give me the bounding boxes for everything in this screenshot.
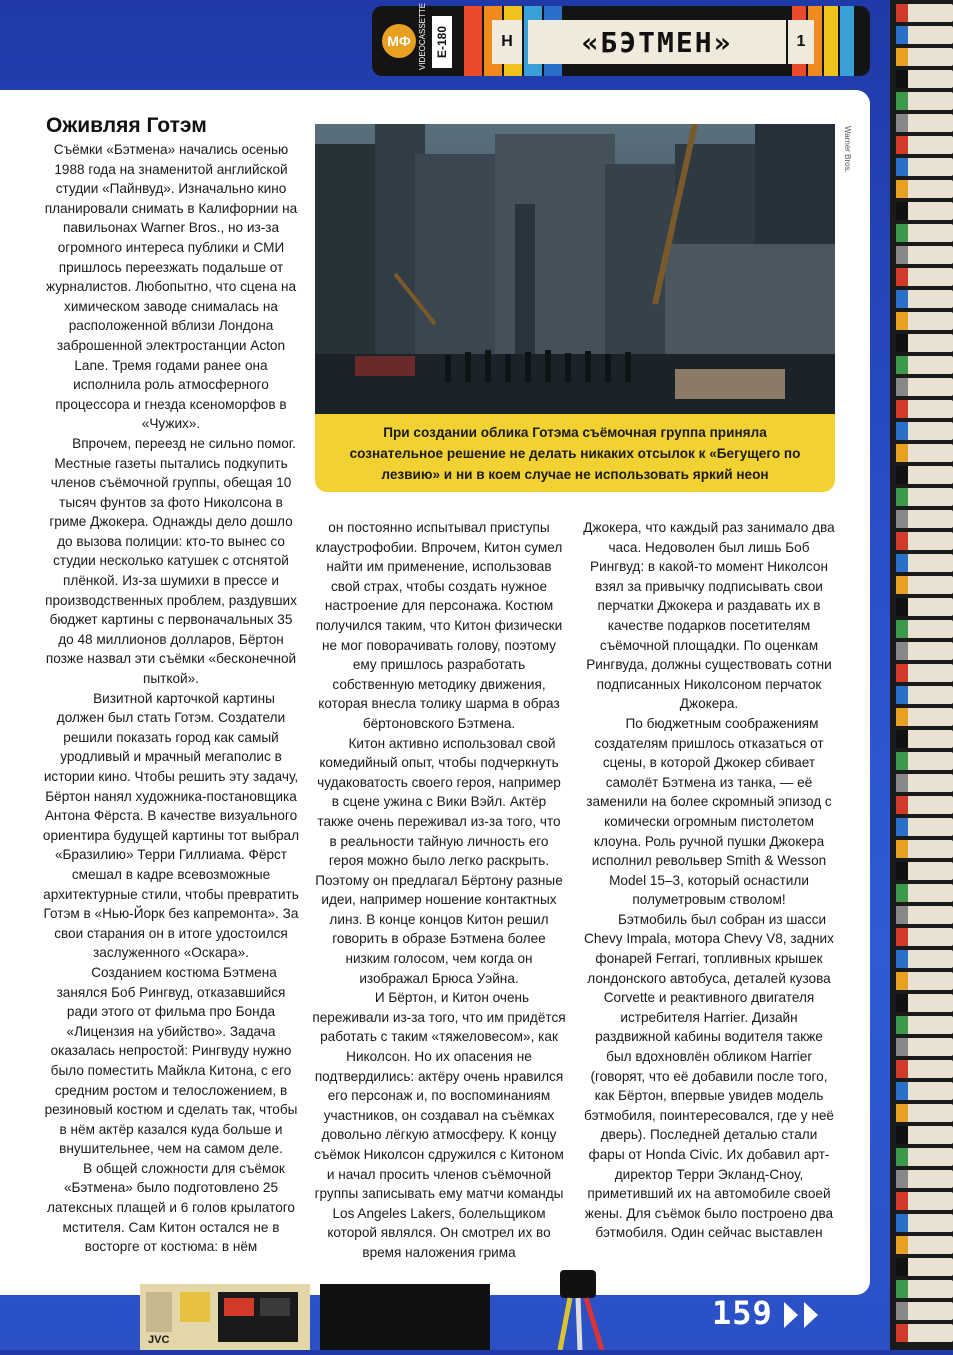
vhs-spine-band bbox=[896, 1214, 908, 1232]
vhs-spine bbox=[896, 1214, 953, 1232]
vhs-spine bbox=[896, 840, 953, 858]
vhs-spine bbox=[896, 114, 953, 132]
vhs-spine bbox=[896, 1192, 953, 1210]
vhs-spine bbox=[896, 444, 953, 462]
vcr-decoration bbox=[140, 1280, 490, 1350]
vhs-spine bbox=[896, 620, 953, 638]
text-column-3 bbox=[582, 518, 836, 1243]
vhs-spine bbox=[896, 598, 953, 616]
vhs-spine-band bbox=[896, 972, 908, 990]
vhs-spine-band bbox=[896, 642, 908, 660]
vhs-spine bbox=[896, 884, 953, 902]
paragraph: он постоянно испытывал приступы клаустрофобии. Впрочем, Китон сумел найти им применение, использовав свой страх, чтобы создать нужное настроение для персонажа. Костюм получился таким, что Китон физически не мог поворачивать голову, поэтому ему пришлось разработать собственную методику движения, которая внесла толику шарма в образ бёртоновского Бэтмена. bbox=[315, 520, 563, 731]
vhs-spine-band bbox=[896, 4, 908, 22]
paragraph: По бюджетным соображениям создателям пришлось отказаться от сцены, в которой Джокер сбивает самолёт Бэтмена из танка, — её заменили на более скромный эпизод с комически огромным пистолетом клоуна. Роль ручной пушки Джокера исполнил револьвер Smith & Wesson Model 15–3, который оснастили полуметровым стволом! bbox=[586, 715, 832, 908]
vhs-spine-band bbox=[896, 1126, 908, 1144]
vhs-spine-band bbox=[896, 1148, 908, 1166]
vhs-spine bbox=[896, 1126, 953, 1144]
color-stripe bbox=[840, 6, 854, 76]
gotham-film-still bbox=[315, 124, 835, 414]
vhs-spine-band bbox=[896, 620, 908, 638]
vhs-spine-band bbox=[896, 48, 908, 66]
vhs-spine bbox=[896, 1082, 953, 1100]
vhs-spine-band bbox=[896, 334, 908, 352]
videocassette-label: VIDEOCASSETTE bbox=[418, 2, 427, 70]
vhs-spine-band bbox=[896, 378, 908, 396]
vcr-icon bbox=[140, 1280, 490, 1350]
gotham-city-image bbox=[315, 124, 835, 414]
vhs-spine-band bbox=[896, 290, 908, 308]
vhs-spine-band bbox=[896, 1170, 908, 1188]
text-column-2 bbox=[312, 518, 566, 1263]
vhs-spine-band bbox=[896, 862, 908, 880]
vhs-spine bbox=[896, 224, 953, 242]
vhs-spine-band bbox=[896, 246, 908, 264]
vhs-spine bbox=[896, 334, 953, 352]
vhs-spine-band bbox=[896, 1060, 908, 1078]
paragraph: И Бёртон, и Китон очень переживали из-за того, что им придётся работать с таким «тяжеловесом», как Николсон. Но их опасения не подтвердились: актёру очень нравился его персонаж и, по воспоминаниям участников, он создавал на съёмках довольно лёгкую атмосферу. К концу съёмок Николсон сдружился с Китоном и начал просить членов съёмочной группы записывать ему матчи команды Los Angeles Lakers, болельщиком которой являлся. Он смотрел их во время наложения грима bbox=[312, 990, 566, 1260]
vhs-spine-band bbox=[896, 708, 908, 726]
vhs-spine-band bbox=[896, 532, 908, 550]
vhs-spine-band bbox=[896, 268, 908, 286]
vhs-spine bbox=[896, 708, 953, 726]
vhs-spine bbox=[896, 862, 953, 880]
vhs-spine-band bbox=[896, 92, 908, 110]
vhs-spine-band bbox=[896, 70, 908, 88]
vhs-spine bbox=[896, 664, 953, 682]
vhs-spine bbox=[896, 972, 953, 990]
vhs-spine-band bbox=[896, 774, 908, 792]
vhs-spine-band bbox=[896, 554, 908, 572]
vhs-spine bbox=[896, 202, 953, 220]
tape-title: «БЭТМЕН» bbox=[528, 20, 786, 64]
vhs-spine bbox=[896, 906, 953, 924]
vhs-spine-band bbox=[896, 114, 908, 132]
vhs-spine-band bbox=[896, 26, 908, 44]
vhs-spine-band bbox=[896, 664, 908, 682]
vhs-spine-band bbox=[896, 796, 908, 814]
paragraph: Китон активно использовал свой комедийный опыт, чтобы подчеркнуть чудаковатость своего героя, например в сцене ужина с Вики Вэйл. Актёр также очень переживал из-за того, что в реальности тайную личность его героя можно было легко раскрыть. Поэтому он предлагал Бёртону разные идеи, например ношение контактных линз. В конце концов Китон решил говорить в образе Бэтмена более низким голосом, чем когда он изображал Брюса Уэйна. bbox=[315, 735, 563, 986]
vhs-spine bbox=[896, 686, 953, 704]
vhs-spine-band bbox=[896, 884, 908, 902]
vhs-spine bbox=[896, 92, 953, 110]
vhs-spine bbox=[896, 378, 953, 396]
vhs-spine-band bbox=[896, 510, 908, 528]
paragraph: Джокера, что каждый раз занимало два часа. Недоволен был лишь Боб Рингвуд: в какой-то момент Николсон взял за привычку подписывать свои перчатки Джокера и раздавать их в качестве подарков посетителям съёмочной площадки. По оценкам Рингвуда, должны существовать сотни подписанных Николсоном перчаток Джокера. bbox=[583, 520, 835, 712]
vhs-spine bbox=[896, 730, 953, 748]
vhs-spine bbox=[896, 510, 953, 528]
vhs-spine bbox=[896, 1302, 953, 1320]
vhs-spine bbox=[896, 1060, 953, 1078]
vhs-spine-band bbox=[896, 1258, 908, 1276]
vhs-spine-band bbox=[896, 356, 908, 374]
vhs-spine-band bbox=[896, 224, 908, 242]
tape-type-label: E-180 bbox=[432, 16, 452, 68]
tape-number: 1 bbox=[788, 20, 814, 64]
vhs-spine bbox=[896, 752, 953, 770]
paragraph: В общей сложности для съёмок «Бэтмена» было подготовлено 25 латексных плащей и 6 голов крылатого мстителя. Сам Китон остался не в восторге от костюма: в нём bbox=[47, 1160, 295, 1255]
vhs-spine-band bbox=[896, 400, 908, 418]
photo-caption bbox=[315, 414, 835, 492]
vhs-spine bbox=[896, 246, 953, 264]
vhs-spine bbox=[896, 466, 953, 484]
vhs-spine bbox=[896, 1324, 953, 1342]
photo-credit: Warner Bros. bbox=[843, 126, 852, 173]
article-heading: Оживляя Готэм bbox=[46, 114, 207, 137]
vhs-spine-band bbox=[896, 818, 908, 836]
vhs-spine bbox=[896, 774, 953, 792]
vhs-spine bbox=[896, 1104, 953, 1122]
vhs-spine bbox=[896, 642, 953, 660]
text-column-1 bbox=[42, 140, 300, 1257]
vhs-spine bbox=[896, 1236, 953, 1254]
vhs-spine-band bbox=[896, 730, 908, 748]
paragraph: Визитной карточкой картины должен был стать Готэм. Создатели решили показать город как самый уродливый и мрачный мегаполис в истории кино. Чтобы решить эту задачу, Бёртон нанял художника-постановщика Антона Фёрста. В качестве визуального ориентира будущей картины тот выбрал «Бразилию» Терри Гиллиама. Фёрст смешал в кадре всевозможные архитектурные стили, чтобы превратить Готэм в «Нью-Йорк без капремонта». За свои старания он в итоге удостоился заслуженного «Оскара». bbox=[42, 690, 300, 961]
vhs-spine bbox=[896, 26, 953, 44]
vhs-spine bbox=[896, 1258, 953, 1276]
vhs-spine bbox=[896, 356, 953, 374]
vhs-spine bbox=[896, 422, 953, 440]
vhs-spine bbox=[896, 928, 953, 946]
vhs-spine bbox=[896, 1148, 953, 1166]
paragraph: Съёмки «Бэтмена» начались осенью 1988 года на знаменитой английской студии «Пайнвуд». Изначально кино планировали снимать в Калифорнии на павильонах Warner Bros., но из-за огромного интереса публики и СМИ пришлось переезжать подальше от журналистов. Любопытно, что сцена на химическом заводе снималась на расположенной вблизи Лондона заброшенной электростанции Acton Lane. Тремя годами ранее она исполнила роль атмосферного процессора и гнезда ксеноморфов в «Чужих». bbox=[44, 142, 298, 432]
paragraph: Созданием костюма Бэтмена занялся Боб Рингвуд, отказавшийся ради этого от фильма про Бонда «Лицензия на убийство». Задача оказалась непростой: Рингвуду нужно было поместить Майкла Китона, с его средним ростом и телосложением, в резиновый костюм и сделать так, чтобы в нём актёр казался куда больше и внушительнее, чем на самом деле. bbox=[44, 964, 298, 1157]
side-label: H bbox=[492, 20, 522, 64]
paragraph: Впрочем, переезд не сильно помог. Местные газеты пытались подкупить членов съёмочной группы, обещая 10 тысяч фунтов за фото Николсона в гриме Джокера. Однажды дело дошло до вызова полиции: кто-то вынес со студии несколько катушек с отснятой плёнкой. Из-за шумихи в прессе и производственных проблем, раздувших бюджет картины с первоначальных 35 до 48 миллионов долларов, Бёртон позже назвал эти съёмки «бесконечной пыткой». bbox=[45, 435, 297, 687]
vhs-spine bbox=[896, 48, 953, 66]
vhs-spine-band bbox=[896, 950, 908, 968]
vhs-spine bbox=[896, 532, 953, 550]
vhs-spine-band bbox=[896, 906, 908, 924]
caption-text: При создании облика Готэма съёмочная группа приняла сознательное решение не делать никаких отсылок к «Бегущего по лезвию» и ни в коем случае не использовать яркий неон bbox=[349, 424, 801, 482]
vhs-spine-band bbox=[896, 576, 908, 594]
vhs-spine bbox=[896, 4, 953, 22]
vhs-spine-band bbox=[896, 598, 908, 616]
vhs-spine bbox=[896, 136, 953, 154]
cassette-header bbox=[372, 2, 870, 76]
vhs-spine-band bbox=[896, 158, 908, 176]
vhs-spine-band bbox=[896, 1280, 908, 1298]
paragraph: Бэтмобиль был собран из шасси Chevy Impala, мотора Chevy V8, задних фонарей Ferrari, топливных крышек лондонского автобуса, деталей кузова Corvette и реактивного двигателя истребителя Harrier. Дизайн раздвижной кабины водителя также был вдохновлён обликом Harrier (говорят, что её добавили после того, как Бёртон, впервые увидев модель бэтмобиля, поинтересовался, где у неё дверь). Последней деталью стали фары от Honda Civic. Их добавил арт-директор Терри Экланд-Сноу, приметивший их на автомобиле своей жены. Для съёмок было построено два бэтмобиля. Один сейчас выставлен bbox=[583, 911, 834, 1241]
vhs-spine-band bbox=[896, 994, 908, 1012]
vhs-spine-band bbox=[896, 202, 908, 220]
vhs-spine-band bbox=[896, 752, 908, 770]
vhs-spine bbox=[896, 994, 953, 1012]
scart-cable-icon bbox=[540, 1265, 620, 1350]
vhs-spine bbox=[896, 268, 953, 286]
vhs-spine bbox=[896, 290, 953, 308]
vhs-spine-band bbox=[896, 180, 908, 198]
vhs-spine-band bbox=[896, 928, 908, 946]
vhs-spine bbox=[896, 1038, 953, 1056]
vhs-spine-band bbox=[896, 1016, 908, 1034]
vhs-spine bbox=[896, 70, 953, 88]
vhs-spine-band bbox=[896, 686, 908, 704]
vhs-spine-band bbox=[896, 136, 908, 154]
vhs-spines-decoration bbox=[890, 0, 953, 1350]
vhs-spine-band bbox=[896, 1324, 908, 1342]
vhs-spine-band bbox=[896, 312, 908, 330]
vhs-spine bbox=[896, 950, 953, 968]
vhs-spine bbox=[896, 818, 953, 836]
vhs-spine-band bbox=[896, 422, 908, 440]
vhs-spine bbox=[896, 576, 953, 594]
vhs-spine-band bbox=[896, 1038, 908, 1056]
vhs-spine-band bbox=[896, 466, 908, 484]
vcr-brand-label: JVC bbox=[148, 1334, 170, 1346]
vhs-spine bbox=[896, 1016, 953, 1034]
vhs-spine-band bbox=[896, 1104, 908, 1122]
vhs-spine bbox=[896, 796, 953, 814]
vhs-spine bbox=[896, 488, 953, 506]
page-number: 159 bbox=[712, 1294, 773, 1332]
vhs-spine bbox=[896, 158, 953, 176]
vhs-spine bbox=[896, 1280, 953, 1298]
vhs-spine bbox=[896, 1170, 953, 1188]
color-stripe bbox=[824, 6, 838, 76]
vhs-spine-band bbox=[896, 1302, 908, 1320]
vhs-spine bbox=[896, 400, 953, 418]
vhs-spine-band bbox=[896, 840, 908, 858]
vhs-spine-band bbox=[896, 1236, 908, 1254]
vhs-spine-band bbox=[896, 1192, 908, 1210]
vhs-spine-band bbox=[896, 1082, 908, 1100]
next-arrows-icon bbox=[784, 1300, 834, 1330]
color-stripe bbox=[464, 6, 482, 76]
publisher-logo: МФ bbox=[382, 24, 416, 58]
vhs-spine-band bbox=[896, 488, 908, 506]
vhs-spine bbox=[896, 554, 953, 572]
vhs-spine bbox=[896, 312, 953, 330]
vhs-spine-band bbox=[896, 444, 908, 462]
vhs-spine bbox=[896, 180, 953, 198]
